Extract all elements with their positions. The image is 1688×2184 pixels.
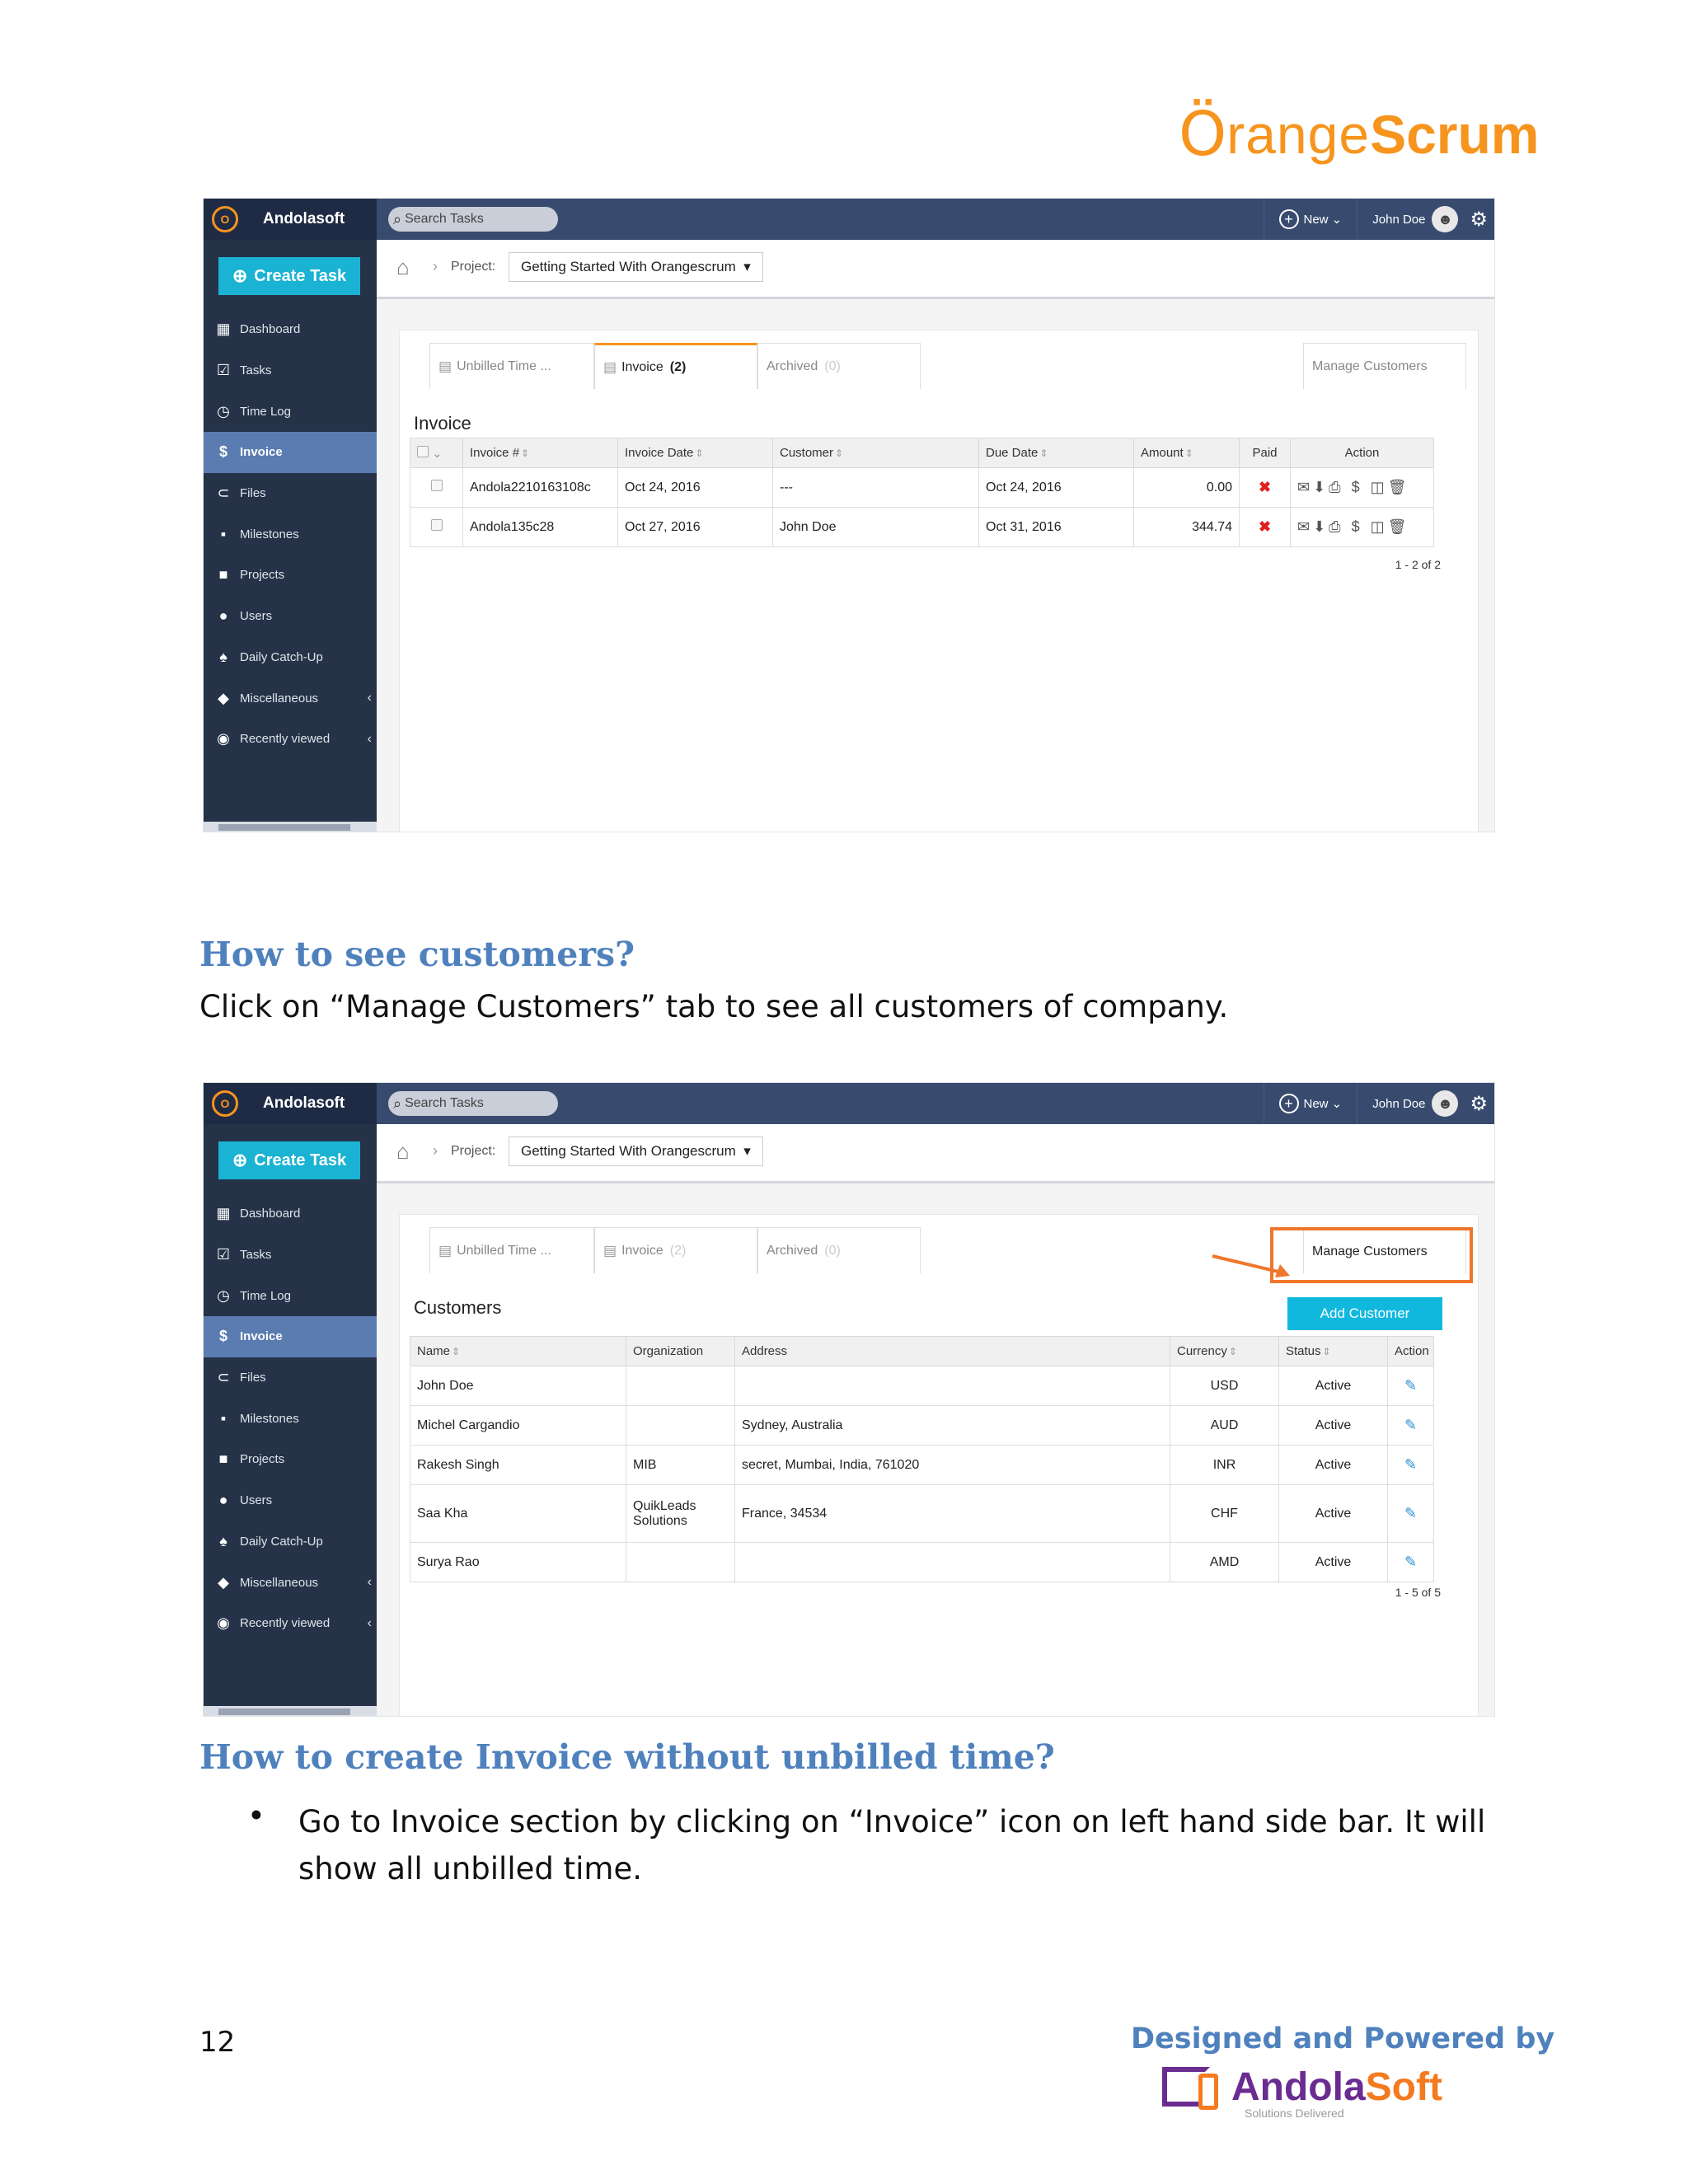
search-icon: ⌕ (393, 210, 402, 227)
panel-title: Invoice (414, 413, 471, 434)
heading-see-customers: How to see customers? (199, 935, 635, 974)
sidebar-item-daily-catch-up[interactable]: ♠ Daily Catch-Up (204, 1521, 377, 1563)
invoice-panel (399, 330, 1479, 832)
orangescrum-logo: Ö range Scrum (1179, 99, 1540, 170)
col-header[interactable]: Currency ⇕ (1170, 1337, 1279, 1366)
select-all-checkbox[interactable]: ⌄ (410, 438, 463, 468)
screenshot-invoice-list (203, 198, 1495, 832)
tab-invoice[interactable]: ▤ Invoice (2) (594, 1227, 757, 1273)
files-icon: ⊂ (217, 485, 230, 502)
col-header: Organization (626, 1337, 735, 1366)
paragraph: Click on “Manage Customers” tab to see all customers of company. (199, 989, 1229, 1024)
gear-icon[interactable]: ⚙ (1470, 1092, 1488, 1115)
sidebar (204, 1124, 377, 1717)
files-icon: ⊂ (217, 1369, 230, 1386)
tasks-icon: ☑ (216, 362, 231, 379)
highlight-box (1270, 1227, 1473, 1283)
chevron-left-icon: ‹ (367, 731, 372, 746)
avatar[interactable]: ☻ (1432, 1090, 1458, 1117)
chevron-left-icon: ‹ (367, 1615, 372, 1630)
chevron-down-icon: ⌄ (1328, 213, 1343, 227)
sidebar-item-files[interactable]: ⊂ Files (204, 473, 377, 514)
table-row: Michel Cargandio Sydney, Australia AUD Active ✎ (410, 1406, 1434, 1446)
col-header: Action (1291, 438, 1434, 468)
page-number: 12 (199, 2026, 236, 2059)
sidebar-item-daily-catch-up[interactable]: ♠ Daily Catch-Up (204, 637, 377, 678)
milestones-icon: ▪ (220, 525, 227, 542)
search-input[interactable]: ⌕ Search Tasks (388, 207, 558, 232)
sidebar-item-milestones[interactable]: ▪ Milestones (204, 513, 377, 555)
table-row: Surya Rao AMD Active ✎ (410, 1543, 1434, 1582)
create-task-icon: ⊕ (232, 265, 248, 286)
tab-archived[interactable]: Archived (0) (757, 343, 921, 389)
invoice-table (410, 438, 1434, 547)
user-icon: ● (218, 1492, 228, 1509)
milestones-icon: ▪ (220, 1409, 227, 1427)
plus-icon: + (1279, 1094, 1299, 1113)
sidebar-item-time-log[interactable]: ◷ Time Log (204, 1275, 377, 1316)
sidebar-item-users[interactable]: ● Users (204, 1480, 377, 1521)
unpaid-x-icon: ✖ (1240, 468, 1291, 508)
sidebar-item-miscellaneous[interactable]: ◆ Miscellaneous ‹ (204, 1562, 377, 1603)
col-header: Address (735, 1337, 1170, 1366)
dashboard-icon: ▦ (216, 321, 231, 338)
create-task-button[interactable]: ⊕ Create Task (218, 257, 360, 295)
row-actions[interactable]: ✉⬇⎙ $ ◫🗑 (1291, 508, 1434, 547)
edit-icon[interactable]: ✎ (1388, 1406, 1434, 1446)
bell-icon: ♠ (219, 1532, 227, 1549)
home-icon[interactable]: ⌂ (396, 255, 410, 279)
pagination: 1 - 2 of 2 (1395, 558, 1441, 571)
sidebar-scrollbar[interactable] (204, 822, 377, 832)
brand[interactable] (204, 1083, 377, 1124)
brand[interactable] (204, 199, 377, 240)
row-checkbox[interactable] (410, 508, 463, 547)
row-checkbox[interactable] (410, 468, 463, 508)
unpaid-x-icon: ✖ (1240, 508, 1291, 547)
document-icon: ▤ (438, 1242, 452, 1258)
org-name: Andolasoft (263, 210, 345, 227)
sidebar-item-recently-viewed[interactable]: ◉ Recently viewed ‹ (204, 1603, 377, 1644)
invoice-doc-icon: ▤ (603, 1242, 617, 1258)
clock-icon: ◷ (217, 402, 230, 419)
search-icon: ⌕ (393, 1094, 402, 1112)
sidebar (204, 240, 377, 832)
sidebar-item-time-log[interactable]: ◷ Time Log (204, 391, 377, 432)
invoice-icon: $ (218, 443, 227, 461)
col-header[interactable]: Status ⇕ (1279, 1337, 1388, 1366)
tasks-icon: ☑ (216, 1246, 231, 1263)
table-row: Andola2210163108c Oct 24, 2016 --- Oct 24, 2016 0.00 ✖ ✉⬇⎙ $ ◫🗑 (410, 468, 1434, 508)
heading-create-invoice: How to create Invoice without unbilled time? (199, 1737, 1055, 1777)
orange-icon: Ö (1179, 99, 1227, 170)
col-header: Paid (1240, 438, 1291, 468)
sidebar-scrollbar[interactable] (204, 1706, 377, 1717)
document-icon: ▤ (438, 358, 452, 374)
new-button[interactable]: + New ⌄ (1264, 199, 1358, 240)
col-header[interactable]: Invoice # ⇕ (463, 438, 618, 468)
table-row: Andola135c28 Oct 27, 2016 John Doe Oct 31, 2016 344.74 ✖ ✉⬇⎙ $ ◫🗑 (410, 508, 1434, 547)
plus-icon: + (1279, 209, 1299, 229)
customers-table (410, 1336, 1434, 1582)
bell-icon: ♠ (219, 648, 227, 665)
col-header[interactable]: Invoice Date ⇕ (618, 438, 773, 468)
create-task-icon: ⊕ (232, 1150, 248, 1170)
eye-icon: ◉ (217, 1615, 230, 1632)
sidebar-item-projects[interactable]: ■ Projects (204, 555, 377, 596)
col-header[interactable]: Customer ⇕ (773, 438, 979, 468)
chevron-right-icon: › (433, 258, 438, 274)
briefcase-icon: ■ (218, 566, 228, 583)
sidebar-item-invoice[interactable]: $ Invoice (204, 1316, 377, 1357)
layers-icon: ◆ (218, 1573, 229, 1591)
bullet-dot: • (247, 1798, 265, 1834)
layers-icon: ◆ (218, 689, 229, 706)
chevron-left-icon: ‹ (367, 691, 372, 705)
sidebar-item-tasks[interactable]: ☑ Tasks (204, 350, 377, 391)
brand-logo-icon: O (212, 206, 238, 232)
tab-invoice[interactable]: ▤ Invoice (2) (594, 343, 757, 389)
pagination: 1 - 5 of 5 (1395, 1586, 1441, 1599)
row-actions[interactable]: ✉⬇⎙ $ ◫🗑 (1291, 468, 1434, 508)
home-icon[interactable]: ⌂ (396, 1139, 410, 1164)
add-customer-button[interactable]: Add Customer (1287, 1297, 1442, 1330)
caret-down-icon: ▾ (735, 259, 751, 274)
caret-down-icon: ▾ (735, 1143, 751, 1159)
bullet-text: Go to Invoice section by clicking on “Invoice” icon on left hand side bar. It will show all unbilled time. (298, 1804, 1486, 1886)
col-header[interactable]: Due Date ⇕ (979, 438, 1134, 468)
gear-icon[interactable]: ⚙ (1470, 208, 1488, 231)
sidebar-item-miscellaneous[interactable]: ◆ Miscellaneous ‹ (204, 677, 377, 719)
tab-archived[interactable]: Archived (0) (757, 1227, 921, 1273)
sidebar-item-files[interactable]: ⊂ Files (204, 1357, 377, 1399)
sidebar-item-recently-viewed[interactable]: ◉ Recently viewed ‹ (204, 719, 377, 760)
panel-title: Customers (414, 1297, 502, 1318)
tab-unbilled-time[interactable]: ▤ Unbilled Time ... (429, 1227, 594, 1273)
dashboard-icon: ▦ (216, 1205, 231, 1222)
create-task-button[interactable]: ⊕ Create Task (218, 1141, 360, 1179)
project-select[interactable]: Getting Started With Orangescrum ▾ (509, 1137, 763, 1166)
invoice-doc-icon: ▤ (603, 359, 617, 375)
briefcase-icon: ■ (218, 1451, 228, 1468)
col-header: Action (1388, 1337, 1434, 1366)
org-name: Andolasoft (263, 1094, 345, 1112)
sidebar-item-dashboard[interactable]: ▦ Dashboard (204, 1193, 377, 1235)
user-name[interactable]: John Doe (1372, 212, 1426, 227)
user-icon: ● (218, 607, 228, 625)
table-row: Saa Kha QuikLeads Solutions France, 34534 CHF Active ✎ (410, 1485, 1434, 1543)
top-bar (204, 199, 1495, 240)
table-row: John Doe USD Active ✎ (410, 1366, 1434, 1406)
new-button[interactable]: + New ⌄ (1264, 1083, 1358, 1124)
user-name[interactable]: John Doe (1372, 1096, 1426, 1111)
annotation-arrow (1211, 1253, 1293, 1279)
edit-icon[interactable]: ✎ (1388, 1366, 1434, 1406)
clock-icon: ◷ (217, 1286, 230, 1304)
table-row: Rakesh Singh MIB secret, Mumbai, India, 761020 INR Active ✎ (410, 1446, 1434, 1485)
tab-unbilled-time[interactable]: ▤ Unbilled Time ... (429, 343, 594, 389)
sidebar-item-users[interactable]: ● Users (204, 596, 377, 637)
col-header[interactable]: Amount ⇕ (1134, 438, 1240, 468)
edit-icon[interactable]: ✎ (1388, 1446, 1434, 1485)
edit-icon[interactable]: ✎ (1388, 1543, 1434, 1582)
search-input[interactable]: ⌕ Search Tasks (388, 1091, 558, 1116)
brand-logo-icon: O (212, 1090, 238, 1117)
breadcrumb: ⌂ › Project: Getting Started With Orangescrum ▾ (377, 240, 1495, 299)
chevron-left-icon: ‹ (367, 1575, 372, 1590)
sidebar-item-invoice[interactable]: $ Invoice (204, 432, 377, 473)
tab-manage-customers[interactable]: Manage Customers (1303, 1227, 1466, 1273)
devices-icon (1162, 2062, 1225, 2113)
chevron-down-icon: ⌄ (1328, 1097, 1343, 1111)
chevron-right-icon: › (433, 1142, 438, 1159)
sidebar-item-projects[interactable]: ■ Projects (204, 1439, 377, 1480)
customers-panel (399, 1214, 1479, 1717)
powered-by: Designed and Powered by (1131, 2022, 1555, 2055)
top-bar (204, 1083, 1495, 1124)
sidebar-item-tasks[interactable]: ☑ Tasks (204, 1235, 377, 1276)
eye-icon: ◉ (217, 730, 230, 748)
sidebar-item-dashboard[interactable]: ▦ Dashboard (204, 309, 377, 350)
breadcrumb: ⌂ › Project: Getting Started With Orangescrum ▾ (377, 1124, 1495, 1183)
andolasoft-logo: AndolaSoft Solutions Delivered (1162, 2062, 1442, 2113)
project-select[interactable]: Getting Started With Orangescrum ▾ (509, 252, 763, 282)
screenshot-customers (203, 1082, 1495, 1717)
tab-manage-customers[interactable]: Manage Customers (1303, 343, 1466, 389)
avatar[interactable]: ☻ (1432, 206, 1458, 232)
edit-icon[interactable]: ✎ (1388, 1485, 1434, 1543)
sidebar-item-milestones[interactable]: ▪ Milestones (204, 1398, 377, 1439)
invoice-icon: $ (218, 1328, 227, 1345)
col-header[interactable]: Name ⇕ (410, 1337, 626, 1366)
